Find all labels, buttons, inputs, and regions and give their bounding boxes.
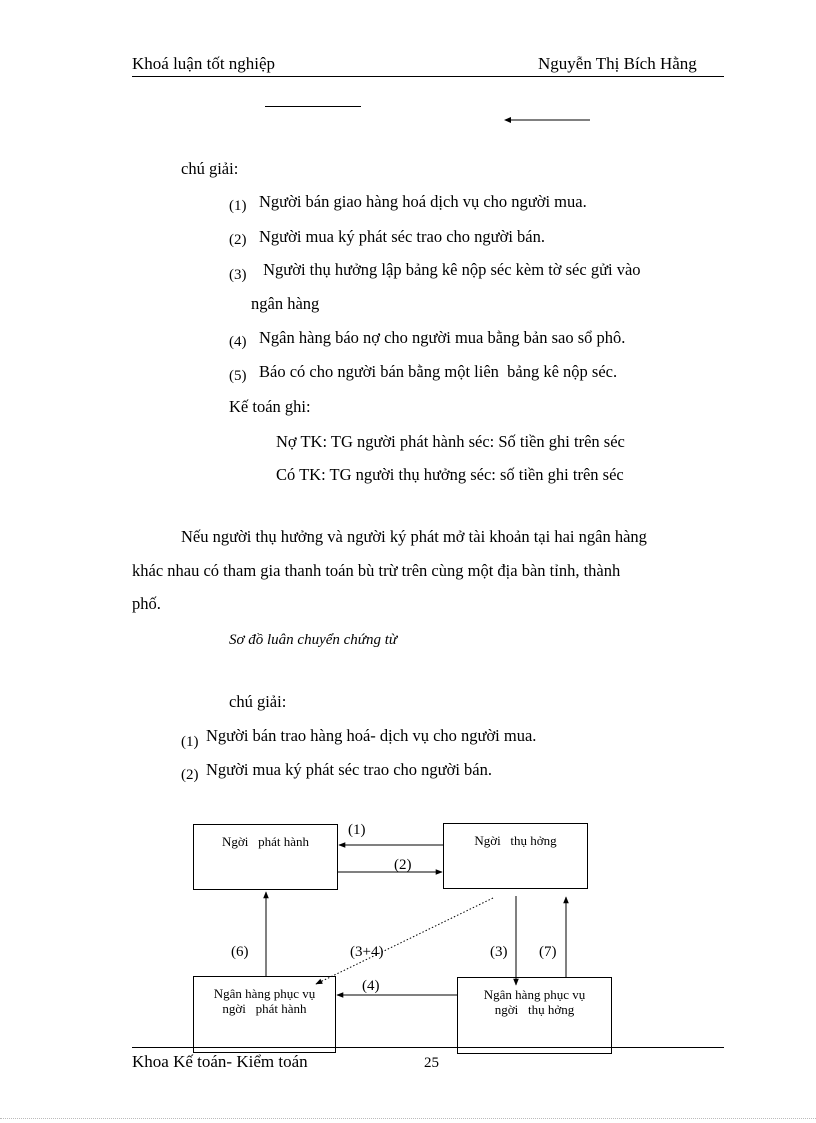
paragraph-line-3: phố. [132,594,161,613]
box-issuer-bank-line1: Ngân hàng phục vụ [213,986,316,1001]
notes1-text-5: Báo có cho người bán bằng một liên bảng kê nộp séc. [259,362,618,381]
paragraph-line-1: Nếu người thụ hưởng và người ký phát mở tài khoản tại hai ngân hàng [181,527,647,546]
notes1-text-3: Người thụ hưởng lập bảng kê nộp séc kèm tờ séc gửi vào [259,260,641,279]
page-number: 25 [424,1055,439,1071]
notes1-text-3-cont: ngân hàng [251,294,320,313]
arrow-3-4-dotted [316,898,493,984]
label-2: (2) [394,857,412,873]
notes2-heading: chú giải: [229,692,287,711]
notes1-num-2: (2) [229,232,247,248]
box-beneficiary-label: Ngời thụ hởng [474,833,557,848]
header-left: Khoá luận tốt nghiệp [132,54,276,73]
notes1-num-1: (1) [229,198,247,214]
notes1-num-3: (3) [229,267,247,283]
footer-left: Khoa Kế toán- Kiểm toán [132,1052,308,1071]
box-issuer-bank-line2: ngời phát hành [222,1001,307,1016]
accounting-heading: Kế toán ghi: [229,397,311,416]
box-beneficiary-bank-line1: Ngân hàng phục vụ [483,987,586,1002]
notes1-num-4: (4) [229,334,247,350]
footer-rule [132,1047,724,1048]
page-bottom-dotted-rule [0,1118,816,1119]
label-6: (6) [231,944,249,960]
notes2-text-2: Người mua ký phát séc trao cho người bán. [206,760,492,779]
diagram-title: Sơ đồ luân chuyển chứng từ [229,632,398,648]
label-3-4: (3+4) [350,944,384,960]
accounting-debit: Nợ TK: TG người phát hành séc: Số tiền ghi trên séc [276,432,625,451]
notes1-heading: chú giải: [181,159,239,178]
box-issuer-label: Ngời phát hành [221,834,310,849]
notes1-num-5: (5) [229,368,247,384]
label-4: (4) [362,978,380,994]
box-beneficiary-bank-line2: ngời thụ hởng [494,1002,575,1017]
paragraph-line-2: khác nhau có tham gia thanh toán bù trừ trên cùng một địa bàn tỉnh, thành [132,561,621,580]
notes1-text-4: Ngân hàng báo nợ cho người mua bằng bản sao sổ phô. [259,328,626,347]
label-3: (3) [490,944,508,960]
notes2-num-1: (1) [181,734,199,750]
notes1-text-1: Người bán giao hàng hoá dịch vụ cho người mua. [259,192,587,211]
label-7: (7) [539,944,557,960]
label-1: (1) [348,822,366,838]
header-right: Nguyễn Thị Bích Hằng [538,54,697,73]
notes2-num-2: (2) [181,767,199,783]
notes2-text-1: Người bán trao hàng hoá- dịch vụ cho người mua. [206,726,537,745]
notes1-text-2: Người mua ký phát séc trao cho người bán. [259,227,545,246]
accounting-credit: Có TK: TG người thụ hưởng séc: số tiền ghi trên séc [276,465,624,484]
